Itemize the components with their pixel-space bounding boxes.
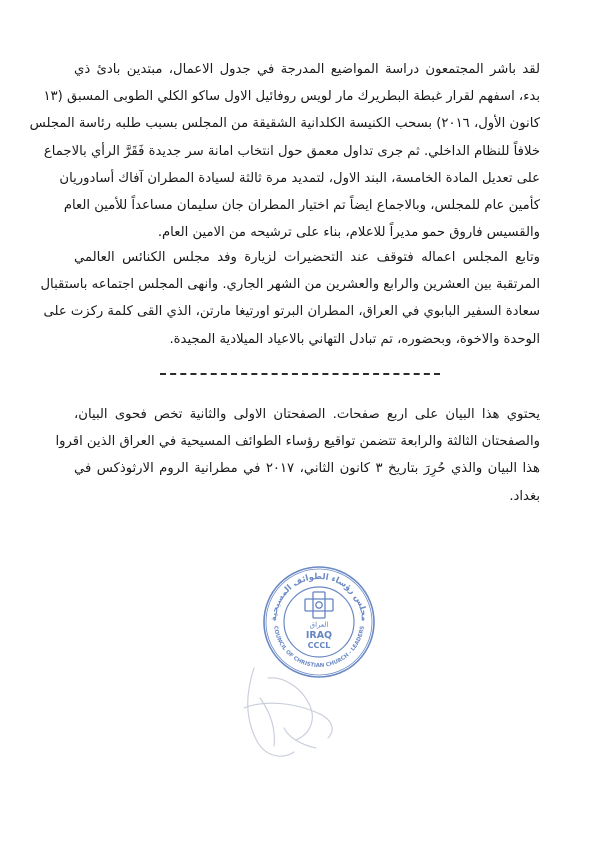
text-line: على تعديل المادة الخامسة، البند الاول، لتمديد مرة ثالثة لسيادة المطران آفاك أسادوريان	[59, 170, 540, 186]
text-line: لقد باشر المجتمعون دراسة المواضيع المدرجة في جدول الاعمال، مبتدين بادئ ذي	[74, 62, 540, 77]
paragraph-statement-note	[55, 401, 540, 510]
text-line: سعادة السفير البابوي في العراق، المطران البرتو اورتيغا مارتن، الذي القى كلمة ركزت على	[43, 304, 540, 320]
text-line: وتابع المجلس اعماله فتوقف عند التحضيرات لزيارة وفد مجلس الكنائس العالمي	[74, 250, 540, 265]
seal-ring-top-text: مجلس رؤساء الطوائف المسيحية	[267, 570, 371, 622]
cross-icon	[305, 592, 333, 618]
signature-scribble	[224, 648, 354, 768]
text-line: والصفحتان الثالثة والرابعة تتضمن تواقيع رؤساء الطوائف المسيحية في العراق الذين اقروا	[55, 434, 540, 450]
text-line: والقسيس فاروق حمو مديراً للاعلام، بناء على ترشيحه من الامين العام.	[157, 225, 540, 241]
text-line: المرتقبة بين العشرين والرابع والعشرين من الشهر الجاري. وانهى المجلس اجتماعه باستقبال	[40, 277, 540, 293]
paragraph-meeting-agenda	[29, 56, 540, 246]
text-line: كانون الأول، ٢٠١٦) بسحب الكنيسة الكلدانية الشقيقة من المجلس بسبب طلبه رئاسة المجلس	[29, 116, 540, 132]
text-line: بغداد.	[509, 488, 540, 504]
dashed-divider	[160, 373, 440, 375]
text-line: هذا البيان والذي حُرِرَ بتاريخ ٣ كانون الثاني، ٢٠١٧ في مطرانية الروم الارثوذكس في	[74, 461, 540, 477]
seal-center-abbr: CCCL	[307, 641, 331, 650]
text-line: بدء، اسفهم لقرار غبطة البطريرك مار لويس روفائيل الاول ساكو الكلي الطوبى المسبق (١٣	[43, 89, 540, 105]
text-line: خلافاً للنظام الداخلي. ثم جرى تداول معمق حول انتخاب امانة سر جديدة فَقَرَّ الرأي بالاجماع	[43, 143, 540, 159]
text-line: كأمين عام للمجلس، وبالاجماع ايضاً تم اختيار المطران جان سليمان مساعداً للأمين العام	[63, 198, 540, 214]
paragraph-council-work	[40, 244, 540, 353]
text-line: يحتوي هذا البيان على اربع صفحات. الصفحتان الاولى والثانية تخص فحوى البيان،	[74, 407, 540, 422]
text-line: الوحدة والاخوة، وبحضوره، تم تبادل التهاني بالاعياد الميلادية المجيدة.	[169, 331, 540, 347]
seal-ring-bottom-text: COUNCIL OF CHRISTIAN CHURCH - LEADERS	[272, 625, 366, 670]
svg-text:مجلس رؤساء الطوائف المسيحية	[268, 571, 370, 622]
seal-center-country: IRAQ	[305, 630, 333, 641]
seal-center-arabic: العراق	[309, 621, 329, 629]
